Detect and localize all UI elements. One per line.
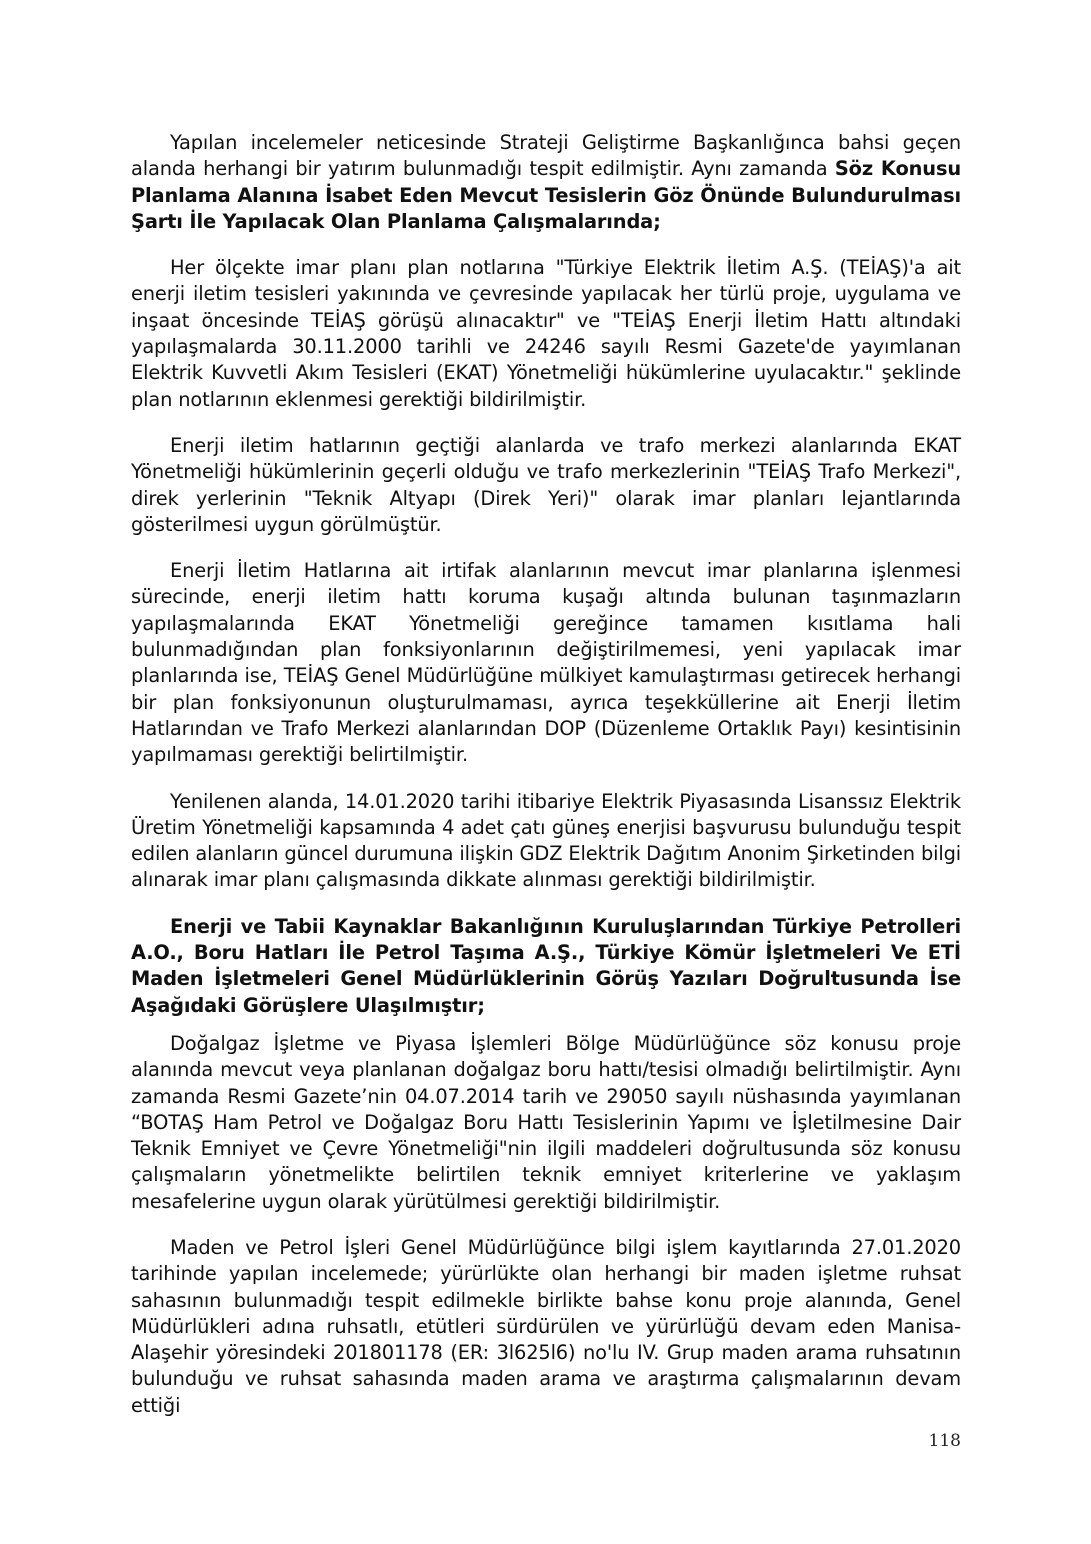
- paragraph-6: Doğalgaz İşletme ve Piyasa İşlemleri Bölge Müdürlüğünce söz konusu proje alanında mevcut veya planlanan doğalgaz boru hattı/tesisi olmadığı belirtilmiştir. Aynı zamanda Resmi Gazete’nin 04.07.2014 tarih ve 29050 sayılı nüshasında yayımlanan “BOTAŞ Ham Petrol ve Doğalgaz Boru Hattı Tesislerinin Yapımı ve İşletilmesine Dair Teknik Emniyet ve Çevre Yönetmeliği"nin ilgili maddeleri doğrultusunda söz konusu çalışmaların yönetmelikte belirtilen teknik emniyet kriterlerine ve yaklaşım mesafelerine uygun olarak yürütülmesi gerektiği bildirilmiştir.: [131, 1031, 961, 1213]
- paragraph-1-text: Yapılan incelemeler neticesinde Strateji Geliştirme Başkanlığınca bahsi geçen alanda herhangi bir yatırım bulunmadığı tespit edilmiştir. Aynı zamanda: [131, 131, 961, 181]
- paragraph-1-bold-text: Söz Konusu Planlama Alanına İsabet Eden Mevcut Tesislerin Göz Önünde Bulundurulması Şartı İle Yapılacak Olan Planlama Çalışmalarında;: [131, 157, 961, 233]
- paragraph-5: Yenilenen alanda, 14.01.2020 tarihi itibariye Elektrik Piyasasında Lisanssız Elektrik Üretim Yönetmeliği kapsamında 4 adet çatı güneş enerjisi başvurusu bulunduğu tespit edilen alanların güncel durumuna ilişkin GDZ Elektrik Dağıtım Anonim Şirketinden bilgi alınarak imar planı çalışmasında dikkate alınması gerektiği bildirilmiştir.: [131, 789, 961, 892]
- paragraph-2: Her ölçekte imar planı plan notlarına "Türkiye Elektrik İletim A.Ş. (TEİAŞ)'a ait enerji iletim tesisleri yakınında ve çevresinde yapılacak her türlü proje, uygulama ve inşaat öncesinde TEİAŞ görüşü alınacaktır" ve "TEİAŞ Enerji İletim Hattı altındaki yapılaşmalarda 30.11.2000 tarihli ve 24246 sayılı Resmi Gazete'de yayımlanan Elektrik Kuvvetli Akım Tesisleri (EKAT) Yönetmeliği hükümlerine uyulacaktır." şeklinde plan notlarının eklenmesi gerektiği bildirilmiştir.: [131, 256, 961, 411]
- paragraph-4: Enerji İletim Hatlarına ait irtifak alanlarının mevcut imar planlarına işlenmesi sürecinde, enerji iletim hattı koruma kuşağı altında bulunan taşınmazların yapılaşmalarında EKAT Yönetmeliği gereğince tamamen kısıtlama hali bulunmadığından plan fonksiyonlarının değiştirilmemesi, yeni yapılacak imar planlarında ise, TEİAŞ Genel Müdürlüğüne mülkiyet kamulaştırması getirecek herhangi bir plan fonksiyonunun oluşturulmaması, ayrıca teşekküllerine ait Enerji İletim Hatlarından ve Trafo Merkezi alanlarından DOP (Düzenleme Ortaklık Payı) kesintisinin yapılmaması gerektiği belirtilmiştir.: [131, 559, 961, 767]
- paragraph-3: Enerji iletim hatlarının geçtiği alanlarda ve trafo merkezi alanlarında EKAT Yönetmeliği hükümlerinin geçerli olduğu ve trafo merkezlerinin "TEİAŞ Trafo Merkezi", direk yerlerinin "Teknik Altyapı (Direk Yeri)" olarak imar planları lejantlarında gösterilmesi uygun görülmüştür.: [131, 433, 961, 536]
- paragraph-1: [131, 130, 961, 235]
- page-number: 118: [928, 1431, 961, 1451]
- paragraph-7: Maden ve Petrol İşleri Genel Müdürlüğünce bilgi işlem kayıtlarında 27.01.2020 tarihinde yapılan incelemede; yürürlükte olan herhangi bir maden işletme ruhsat sahasının bulunmadığı tespit edilmekle birlikte bahse konu proje alanında, Genel Müdürlükleri adına ruhsatlı, etütleri sürdürülen ve yürürlüğü devam eden Manisa-Alaşehir yöresindeki 201801178 (ER: 3l625l6) no'lu IV. Grup maden arama ruhsatının bulunduğu ve ruhsat sahasında maden arama ve araştırma çalışmalarının devam ettiği: [131, 1235, 961, 1417]
- document-body: [131, 130, 961, 1439]
- section-heading: Enerji ve Tabii Kaynaklar Bakanlığının Kuruluşlarından Türkiye Petrolleri A.O., Boru Hatları İle Petrol Taşıma A.Ş., Türkiye Kömür İşletmeleri Ve ETİ Maden İşletmeleri Genel Müdürlüklerinin Görüş Yazıları Doğrultusunda İse Aşağıdaki Görüşlere Ulaşılmıştır;: [131, 914, 961, 1017]
